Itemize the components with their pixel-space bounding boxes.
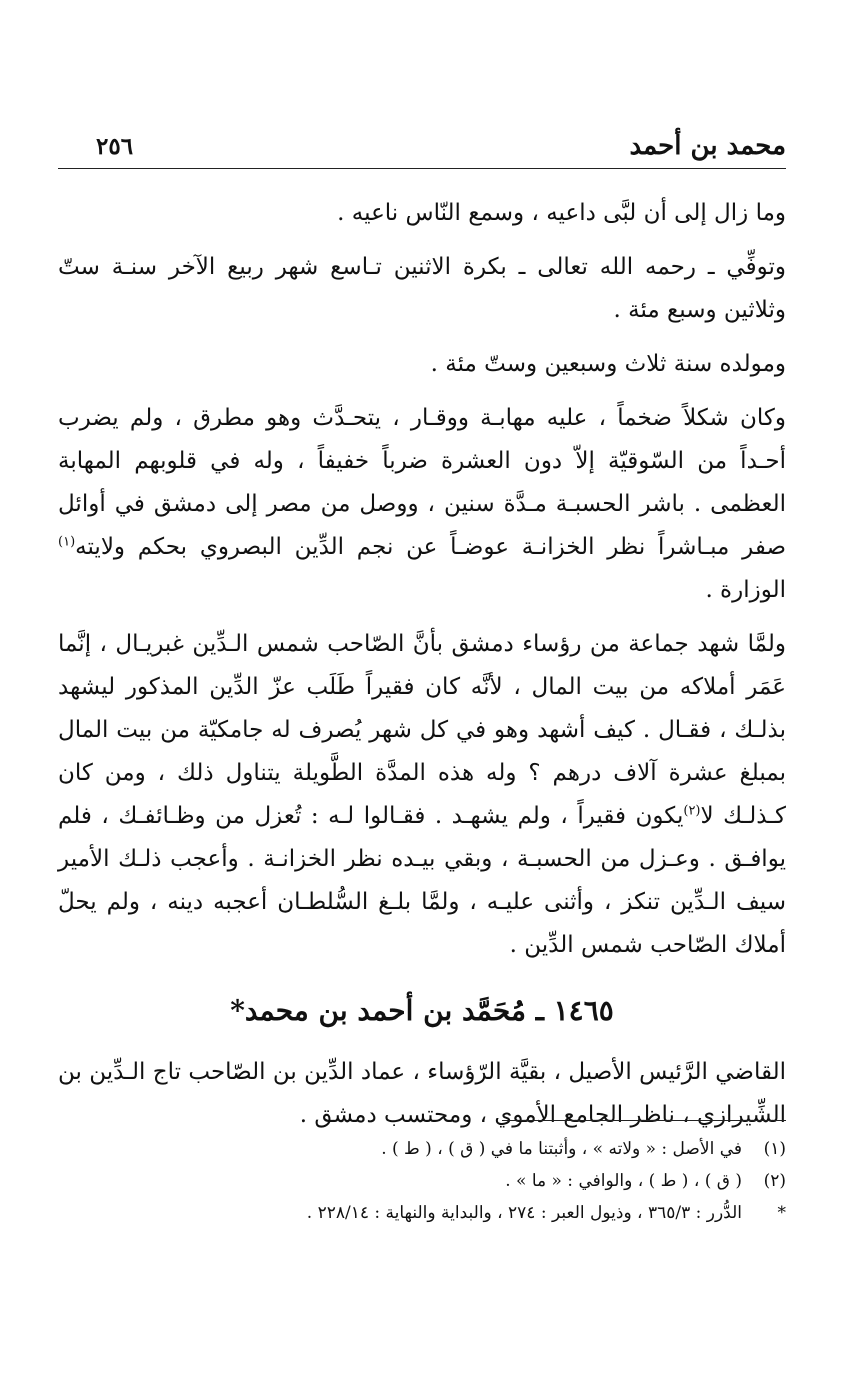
page-header <box>58 128 786 169</box>
paragraph-4 <box>58 397 786 612</box>
footnote-ref-2: (٢) <box>683 803 701 819</box>
footnotes <box>58 1120 786 1229</box>
paragraph-4-tail: الوزارة . <box>705 577 786 603</box>
page-number: ٢٥٦ <box>96 133 134 160</box>
paragraph-6: القاضي الرَّئيس الأصيل ، بقيَّة الرّؤساء ، عماد الدِّين بن الصّاحب تاج الـدِّين بن الشِّيرازي ، ناظر الجامع الأموي ، ومحتسب دمشق . <box>58 1059 786 1128</box>
running-title: محمد بن أحمد <box>629 131 786 161</box>
footnote-2 <box>58 1165 786 1197</box>
footnote-2-mark: (٢) <box>763 1171 786 1191</box>
page-body <box>58 192 786 1137</box>
paragraph-5 <box>58 623 786 967</box>
paragraph-1: وما زال إلى أن لبَّى داعيه ، وسمع النّاس ناعيه . <box>337 200 786 226</box>
entry-heading: ١٤٦٥ ـ مُحَمَّد بن أحمد بن محمد* <box>230 994 614 1027</box>
footnote-1-mark: (١) <box>763 1139 786 1159</box>
footnote-1-text: في الأصل : « ولاته » ، وأثبتنا ما في ( ق ) ، ( ط ) . <box>381 1139 742 1159</box>
paragraph-3: ومولده سنة ثلاث وسبعين وستّ مئة . <box>430 351 786 377</box>
paragraph-5-text: ولمَّا شهد جماعة من رؤساء دمشق بأنَّ الصّاحب شمس الـدِّين غبريـال ، إنَّما عَمَر أملاكه من بيت المال ، لأنَّه كان فقيراً طَلَب عزّ الدِّين المذكور ليشهد بذلـك ، فقـال . كيف أشهد وهو في كل شهر يُصرف له جامكيّة من بيت المال بمبلغ عشرة آلاف درهم ؟ وله هذه المدَّة الطَّويلة يتناول ذلك ، ومن كان كـذلـك لا <box>58 631 787 829</box>
footnote-3-text: الدُّرر : ٣٦٥/٣ ، وذيول العبر : ٢٧٤ ، والبداية والنهاية : ٢٢٨/١٤ . <box>306 1203 742 1223</box>
footnote-2-text: ( ق ) ، ( ط ) ، والوافي : « ما » . <box>505 1171 742 1191</box>
paragraph-5-tail: يكون فقيراً ، ولم يشهـد . فقـالوا لـه : تُعزل من وظـائفـك ، فلم يوافـق . وعـزل من الحسبـة ، وبقي بيـده نظر الخزانـة . وأعجب ذلـك الأمير سيف الـدِّين تنكز ، وأثنى عليـه ، ولمَّا بلـغ السُّلطـان أعجبه دينه ، ولم يحلّ أملاك الصّاحب شمس الدِّين . <box>58 803 786 958</box>
footnote-1 <box>58 1133 786 1165</box>
footnote-rule <box>502 1120 786 1121</box>
footnote-3-mark: * <box>777 1203 786 1223</box>
paragraph-2: وتوفِّي ـ رحمه الله تعالى ـ بكرة الاثنين تـاسع شهر ربيع الآخر سنـة ستّ وثلاثين وسبع مئة . <box>58 254 786 323</box>
footnote-ref-1: (١) <box>58 534 76 550</box>
footnote-3 <box>58 1197 786 1229</box>
paragraph-4-text: وكان شكلاً ضخماً ، عليه مهابـة ووقـار ، يتحـدَّث وهو مطرق ، ولم يضرب أحـداً من السّوقيّة إلاّ دون العشرة ضرباً خفيفاً ، وله في قلوبهم المهابة العظمى . باشر الحسبـة مـدَّة سنين ، ووصل من مصر إلى دمشق في أوائل صفر مبـاشراً نظر الخزانـة عوضـاً عن نجم الدِّين البصروي بحكم ولايته <box>58 405 786 560</box>
